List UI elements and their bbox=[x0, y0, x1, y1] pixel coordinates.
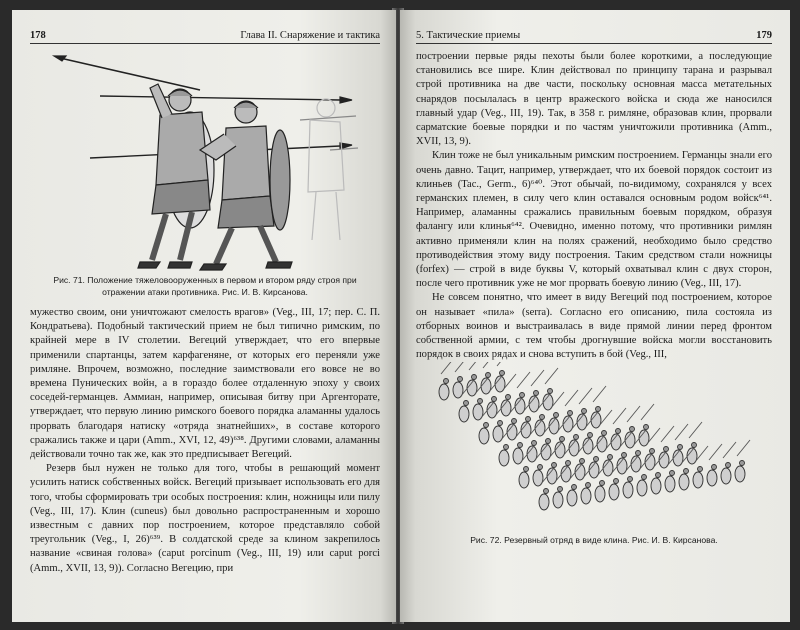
shield-mark bbox=[567, 490, 577, 506]
left-body-text bbox=[30, 306, 380, 576]
shield-mark bbox=[707, 470, 717, 486]
right-running-head bbox=[416, 30, 772, 44]
shield-mark bbox=[595, 486, 605, 502]
shield-mark bbox=[459, 406, 469, 422]
shield-mark bbox=[665, 476, 675, 492]
shield-mark bbox=[637, 480, 647, 496]
soldiers-illustration bbox=[40, 50, 370, 272]
right-paragraph-3: Не совсем понятно, что имеет в виду Вегеций под построением, которое он называет «пила» (serra). Согласно его описанию, пила состояла из отборных воинов и выстраивалась в виде прямой линии перед фронтом собственной армии, с тем чтобы дрогнувшие войска могли восстановить порядок в своих рядах и снова вступить в бой (Veg., III, bbox=[416, 292, 772, 361]
right-page bbox=[400, 10, 790, 622]
right-folio: 179 bbox=[756, 30, 772, 41]
right-paragraph-1: построении первые ряды пехоты были более короткими, а последующие становились все шире. Клин действовал по принципу тарана и разрывал строй противника на две части, поскольку основная масса метательных снарядов посылалась в центр вражеского войска и сюда же наносился главный удар (Veg., III, 19). Так, в 358 г. римляне, образовав клин, прорвали сарматские боевые порядки и по частям уничтожили противника (Amm., XVII, 13, 9). bbox=[416, 51, 772, 148]
left-paragraph-1: мужество своим, они уничтожают смелость врагов» (Veg., III, 17; пер. С. П. Кондратьева). Подобный тактический прием не был типично римским, по крайней мере в IV столетии. Вегеций утверждает, что его впервые применили спартанцы, затем карфагеняне, от которых его переняли уже римляне. Впрочем, возможно, последние заимствовали его вовсе не во времена Пунических войн, а в гораздо более отдаленную эпоху у своих соседей-германцев. Аммиан, например, описывая битву при Аргенторате, утверждает, что первую линию римского боевого порядка аламанны удалось прорвать благодаря натиску «отряда знатнейших», в составе которого сражались также и цари (Amm., XVI, 12, 49)⁶³⁸. Другими словами, аламанны действовали точно так же, как это предписывает Вегеций. bbox=[30, 307, 380, 461]
shield-mark bbox=[721, 468, 731, 484]
figure-72-caption: Рис. 72. Резервный отряд в виде клина. Рис. И. В. Кирсанова. bbox=[470, 535, 718, 546]
wedge-formation-illustration bbox=[424, 362, 764, 532]
left-paragraph-2: Резерв был нужен не только для того, чтобы в решающий момент усилить натиск собственных войск. Вегеций призывает использовать его для того, чтобы сформировать три особых построения: клин, ножницы или пилу (Veg., III, 17). Клин (cuneus) был довольно распространенным и хорошо известным с давних пор построением, которое представляло собой треугольник (Veg., I, 26)⁶³⁹. В солдатской среде за клином закрепилось название «свиная голова» (caput porcinum (Veg., III, 19) или caput porci (Amm., XVII, 13, 9)). Согласно Вегецию, при bbox=[30, 463, 380, 574]
right-body-text bbox=[416, 50, 772, 362]
figure-71-caption: Рис. 71. Положение тяжеловооруженных в первом и втором ряду строя при отражении атаки противника. Рис. И. В. Кирсанова. bbox=[53, 275, 357, 297]
shield-mark bbox=[581, 488, 591, 504]
figure-72 bbox=[416, 362, 772, 546]
shield-mark bbox=[519, 472, 529, 488]
shield-mark bbox=[539, 494, 549, 510]
shield-mark bbox=[623, 482, 633, 498]
shield-mark bbox=[439, 384, 449, 400]
shield-mark bbox=[609, 484, 619, 500]
shield-mark bbox=[499, 450, 509, 466]
right-running-title: 5. Тактические приемы bbox=[416, 30, 521, 41]
right-paragraph-2: Клин тоже не был уникальным римским построением. Германцы знали его очень давно. Тацит, например, утверждает, что их боевой порядок состоит из клиньев (Tac., Germ., 6)⁶⁴⁰. Этот обычай, по-видимому, сохранялся у всех германских племен, в силу чего клин оставался основным родом войск⁶⁴¹. Например, аламанны сражались правильным боевым порядком, образуя фалангу или клинья⁶⁴². Очевидно, именно потому, что противники римлян активно применяли клин на полях сражений, необходимо было средство противодействия этому виду построения. Таким средством стали ножницы (forfex) — строй в виде буквы V, который охватывал клин с двух сторон, после чего противник уже не мог прорвать боевую линию (Veg., III, 17). bbox=[416, 150, 772, 290]
figure-71 bbox=[30, 50, 380, 298]
left-running-title: Глава II. Снаряжение и тактика bbox=[240, 30, 380, 41]
left-page bbox=[12, 10, 396, 622]
shield-mark bbox=[693, 472, 703, 488]
left-folio: 178 bbox=[30, 30, 46, 41]
shield-mark bbox=[479, 428, 489, 444]
shield-mark bbox=[735, 466, 745, 482]
shield-mark bbox=[679, 474, 689, 490]
shield-mark bbox=[651, 478, 661, 494]
left-running-head bbox=[30, 30, 380, 44]
shield-mark bbox=[553, 492, 563, 508]
